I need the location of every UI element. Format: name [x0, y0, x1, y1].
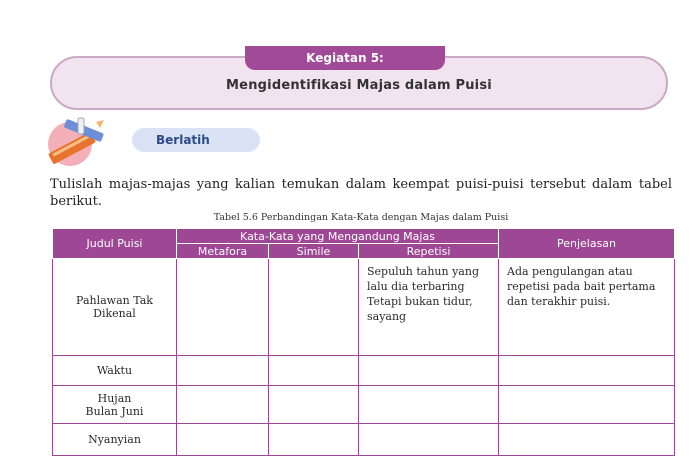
- row-title: Waktu: [53, 356, 177, 386]
- penjelasan-cell[interactable]: [499, 356, 675, 386]
- metafora-cell[interactable]: [177, 259, 269, 356]
- majas-table: [52, 228, 675, 456]
- simile-cell[interactable]: [269, 259, 359, 356]
- repetisi-cell[interactable]: [359, 356, 499, 386]
- simile-cell[interactable]: [269, 424, 359, 456]
- table-row: [53, 424, 675, 456]
- row-title: Nyanyian: [53, 424, 177, 456]
- berlatih-badge: Berlatih: [132, 128, 260, 152]
- metafora-cell[interactable]: [177, 386, 269, 424]
- table-row: [53, 259, 675, 356]
- activity-title: Mengidentifikasi Majas dalam Puisi: [226, 78, 492, 93]
- metafora-cell[interactable]: [177, 356, 269, 386]
- repetisi-cell[interactable]: [359, 424, 499, 456]
- header-repetisi: Repetisi: [359, 244, 499, 259]
- row-title: Pahlawan Tak Dikenal: [53, 259, 177, 356]
- table-row: [53, 356, 675, 386]
- header-judul-puisi: Judul Puisi: [53, 229, 177, 259]
- repetisi-cell[interactable]: [359, 259, 499, 356]
- header-kata-majas: Kata-Kata yang Mengandung Majas: [177, 229, 499, 244]
- metafora-cell[interactable]: [177, 424, 269, 456]
- penjelasan-text: Ada pengulangan atau repetisi pada bait pertama dan terakhir puisi.: [507, 265, 656, 308]
- instruction-text: Tulislah majas-majas yang kalian temukan dalam keempat puisi-puisi tersebut dalam tabel berikut.: [50, 177, 672, 209]
- repetisi-text: Sepuluh tahun yang lalu dia terbaring Tetapi bukan tidur, sayang: [367, 265, 479, 323]
- table-caption: Tabel 5.6 Perbandingan Kata-Kata dengan Majas dalam Puisi: [213, 212, 509, 223]
- table-row: [53, 386, 675, 424]
- penjelasan-cell[interactable]: [499, 259, 675, 356]
- header-penjelasan: Penjelasan: [499, 229, 675, 259]
- header-simile: Simile: [269, 244, 359, 259]
- simile-cell[interactable]: [269, 356, 359, 386]
- penjelasan-cell[interactable]: [499, 424, 675, 456]
- row-title: Hujan Bulan Juni: [53, 386, 177, 424]
- penjelasan-cell[interactable]: [499, 386, 675, 424]
- pencil-ruler-icon: [38, 116, 114, 166]
- repetisi-cell[interactable]: [359, 386, 499, 424]
- simile-cell[interactable]: [269, 386, 359, 424]
- header-metafora: Metafora: [177, 244, 269, 259]
- activity-label: Kegiatan 5:: [245, 46, 445, 70]
